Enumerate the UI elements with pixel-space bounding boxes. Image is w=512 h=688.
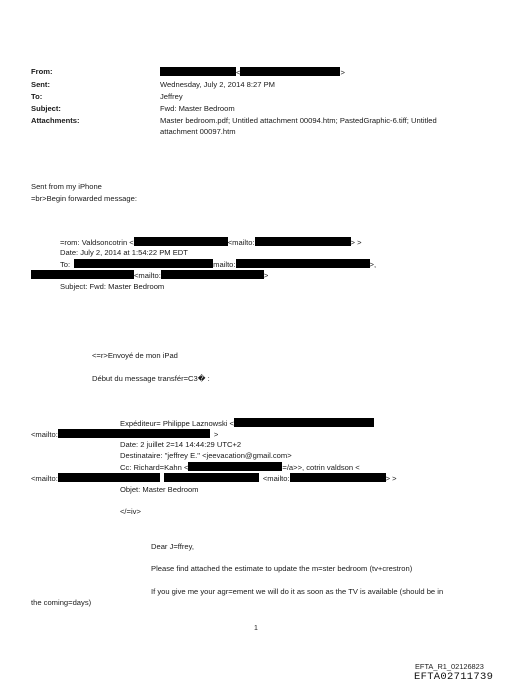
redaction-block	[134, 237, 228, 246]
to-label: To:	[31, 92, 43, 101]
attachments-label: Attachments:	[31, 116, 80, 125]
fwd1-to-mailto: mailto:	[213, 260, 236, 269]
redaction-block	[31, 270, 134, 279]
begin-forwarded: =br>Begin forwarded message:	[31, 194, 137, 203]
redaction-block	[58, 473, 160, 482]
redaction-block	[290, 473, 386, 482]
subject-label: Subject:	[31, 104, 61, 113]
fwd2-destinataire: Destinataire: "jeffrey E." <jeevacation@gmail.com>	[120, 451, 292, 460]
redaction-block	[240, 67, 340, 76]
attachments-line1: Master bedroom.pdf; Untitled attachment 00094.htm; PastedGraphic-6.tiff; Untitled	[160, 116, 437, 125]
fwd2-cc-mid: =/a>>, cotrin valdson <	[282, 463, 360, 472]
from-gt: >	[340, 68, 345, 77]
fwd1-subject: Subject: Fwd: Master Bedroom	[60, 282, 165, 291]
redaction-block	[164, 473, 259, 482]
redaction-block	[161, 270, 264, 279]
fwd2-cc-text: Cc: Richard=Kahn <	[120, 463, 189, 472]
page-number: 1	[254, 625, 258, 632]
fwd1-to-label: To:	[60, 260, 71, 269]
to-value: Jeffrey	[160, 92, 183, 101]
sent-from-iphone: Sent from my iPhone	[31, 182, 102, 191]
fwd2-exp-text: Expéditeur= Philippe Laznowski <	[120, 419, 234, 428]
fwd2-exp-end: >	[213, 430, 219, 439]
sent-label: Sent:	[31, 80, 50, 89]
fwd1-from-end: > >	[350, 238, 362, 247]
ipad-sent-line: <=r>Envoyé de mon iPad	[92, 351, 178, 360]
redaction-block	[188, 462, 282, 471]
redaction-block	[58, 429, 210, 438]
fwd1-to-end: >,	[369, 260, 377, 269]
redaction-block	[160, 67, 236, 76]
fwd1-date: Date: July 2, 2014 at 1:54:22 PM EDT	[60, 248, 188, 257]
bates-ref-1: EFTA_R1_02126823	[415, 662, 484, 671]
from-value	[160, 67, 345, 78]
subject-value: Fwd: Master Bedroom	[160, 104, 235, 113]
fwd2-mailto-line	[31, 473, 397, 484]
fwd1-cc-line	[31, 270, 268, 281]
fwd2-div-end: </=iv>	[120, 507, 141, 516]
fwd1-cc-mailto: <mailto:	[134, 271, 161, 280]
fwd2-date: Date: 2 juillet 2=14 14:44:29 UTC+2	[120, 440, 242, 449]
letter-line3: the coming=days)	[31, 598, 92, 607]
fwd1-from-mailto: <mailto:	[227, 238, 255, 247]
letter-line2: If you give me your agr=ement we will do it as soon as the TV is available (should be in	[151, 587, 444, 596]
fwd2-objet: Objet: Master Bedroom	[120, 485, 199, 494]
fwd1-from-line	[60, 237, 362, 248]
debut-message-line: Début du message transfér=C3� :	[92, 374, 210, 383]
sent-value: Wednesday, July 2, 2014 8:27 PM	[160, 80, 275, 89]
fwd2-exp-mailto: <mailto:	[31, 430, 58, 439]
fwd1-to-line	[60, 259, 376, 270]
fwd2-exp-mailto-line	[31, 429, 218, 440]
fwd2-mailto-b: <mailto:	[262, 474, 290, 483]
fwd2-mailto-a: <mailto:	[31, 474, 58, 483]
from-label: From:	[31, 67, 53, 76]
redaction-block	[255, 237, 351, 246]
attachments-line2: attachment 00097.htm	[160, 127, 236, 136]
redaction-block	[74, 259, 213, 268]
fwd2-cc-end: > >	[385, 474, 397, 483]
from-lt: <	[236, 68, 241, 77]
fwd2-cc-line	[120, 462, 360, 473]
fwd1-cc-end: >	[263, 271, 269, 280]
letter-line1: Please find attached the estimate to update the m=ster bedroom (tv+crestron)	[151, 564, 413, 573]
fwd2-exp-line	[120, 418, 374, 429]
redaction-block	[236, 259, 370, 268]
fwd1-from-text: =rom: Valdsoncotrin <	[60, 238, 134, 247]
bates-ref-2: EFTA02711739	[414, 671, 494, 683]
redaction-block	[234, 418, 374, 427]
letter-greeting: Dear J=ffrey,	[151, 542, 194, 551]
